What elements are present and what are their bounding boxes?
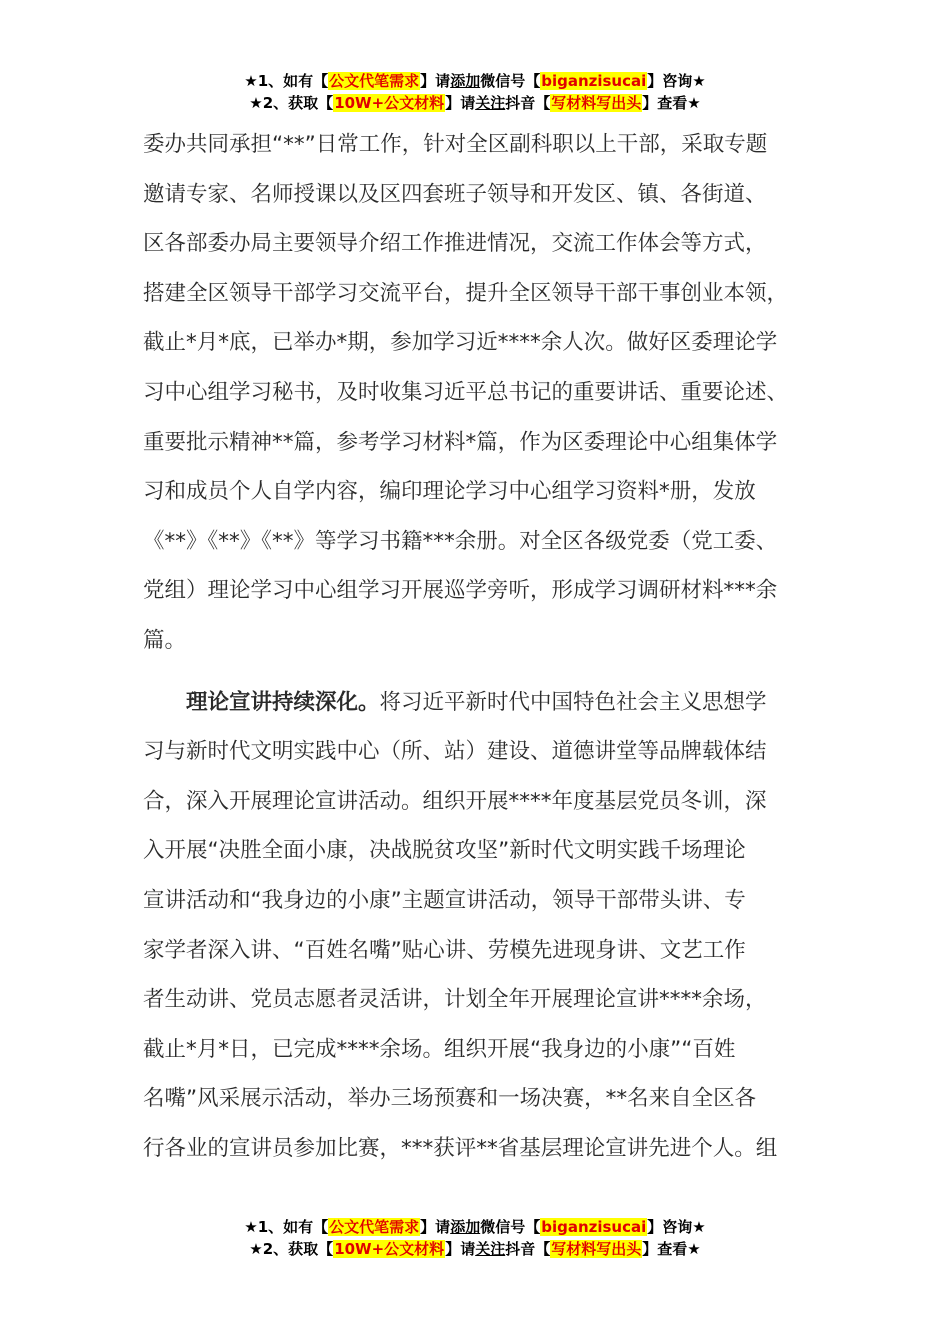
banner-text: 】查看★ bbox=[642, 94, 701, 112]
text-line: 党组）理论学习中心组学习开展巡学旁听，形成学习调研材料***余 bbox=[143, 578, 778, 604]
banner-text: 】咨询★ bbox=[647, 72, 706, 90]
banner-underline: 关注 bbox=[475, 1240, 506, 1258]
text-line: 区各部委办局主要领导介绍工作推进情况，交流工作体会等方式， bbox=[143, 231, 767, 257]
banner-line-2 bbox=[0, 1238, 950, 1260]
banner-text: 】查看★ bbox=[642, 1240, 701, 1258]
header-banner bbox=[0, 70, 950, 114]
banner-text: 】请 bbox=[420, 72, 451, 90]
text-line: 搭建全区领导干部学习交流平台，提升全区领导干部干事创业本领， bbox=[143, 280, 789, 306]
banner-text: 】请 bbox=[445, 94, 476, 112]
banner-text: ★2、获取【 bbox=[249, 1240, 334, 1258]
text-line: 名嘴”风采展示活动，举办三场预赛和一场决赛，**名来自全区各 bbox=[143, 1086, 757, 1112]
text-line: 篇。 bbox=[143, 627, 187, 653]
paragraph-gap bbox=[143, 666, 833, 678]
text-line: 入开展“决胜全面小康，决战脱贫攻坚”新时代文明实践千场理论 bbox=[143, 838, 746, 864]
banner-line-2 bbox=[0, 92, 950, 114]
banner-highlight: 写材料写出头 bbox=[551, 94, 642, 112]
text-line: 家学者深入讲、“百姓名嘴”贴心讲、劳模先进现身讲、文艺工作 bbox=[143, 937, 746, 963]
banner-highlight: 10W+公文材料 bbox=[334, 94, 445, 112]
text-line: 宣讲活动和“我身边的小康”主题宣讲活动，领导干部带头讲、专 bbox=[143, 887, 746, 913]
paragraph-2 bbox=[143, 678, 833, 1174]
banner-highlight: 公文代笔需求 bbox=[329, 72, 420, 90]
banner-text: 抖音【 bbox=[505, 94, 551, 112]
banner-highlight: 写材料写出头 bbox=[551, 1240, 642, 1258]
banner-highlight: 公文代笔需求 bbox=[329, 1218, 420, 1236]
banner-text: ★1、如有【 bbox=[244, 1218, 329, 1236]
paragraph-heading: 理论宣讲持续深化。 bbox=[186, 689, 380, 715]
paragraph-text: 将习近平新时代中国特色社会主义思想学 bbox=[379, 689, 767, 715]
footer-banner bbox=[0, 1216, 950, 1260]
text-line: 合，深入开展理论宣讲活动。组织开展****年度基层党员冬训，深 bbox=[143, 788, 767, 814]
banner-underline: 添加 bbox=[450, 72, 481, 90]
banner-underline: 关注 bbox=[475, 94, 506, 112]
banner-highlight: 10W+公文材料 bbox=[334, 1240, 445, 1258]
text-line: 截止*月*底，已举办*期，参加学习近****余人次。做好区委理论学 bbox=[143, 330, 778, 356]
banner-text: 】请 bbox=[445, 1240, 476, 1258]
banner-highlight: biganzisucai bbox=[541, 72, 647, 90]
text-line: 截止*月*日，已完成****余场。组织开展“我身边的小康”“百姓 bbox=[143, 1036, 736, 1062]
text-line: 习中心组学习秘书，及时收集习近平总书记的重要讲话、重要论述、 bbox=[143, 379, 789, 405]
banner-highlight: biganzisucai bbox=[541, 1218, 647, 1236]
banner-text: ★2、获取【 bbox=[249, 94, 334, 112]
text-line: 习和成员个人自学内容，编印理论学习中心组学习资料*册，发放 bbox=[143, 479, 756, 505]
text-line: 习与新时代文明实践中心（所、站）建设、道德讲堂等品牌载体结 bbox=[143, 739, 767, 765]
banner-underline: 添加 bbox=[450, 1218, 481, 1236]
banner-text: 微信号【 bbox=[480, 72, 541, 90]
document-body bbox=[143, 120, 833, 1173]
banner-text: 】请 bbox=[420, 1218, 451, 1236]
text-line: 邀请专家、名师授课以及区四套班子领导和开发区、镇、各街道、 bbox=[143, 181, 767, 207]
text-line: 重要批示精神**篇，参考学习材料*篇，作为区委理论中心组集体学 bbox=[143, 429, 778, 455]
banner-text: 微信号【 bbox=[480, 1218, 541, 1236]
text-line: 行各业的宣讲员参加比赛，***获评**省基层理论宣讲先进个人。组 bbox=[143, 1135, 778, 1161]
text-line: 委办共同承担“**”日常工作，针对全区副科职以上干部，采取专题 bbox=[143, 132, 768, 157]
paragraph-1 bbox=[143, 120, 833, 666]
banner-text: 抖音【 bbox=[505, 1240, 551, 1258]
banner-line-1 bbox=[0, 70, 950, 92]
text-line: 者生动讲、党员志愿者灵活讲，计划全年开展理论宣讲****余场， bbox=[143, 987, 767, 1013]
text-line: 《**》《**》《**》等学习书籍***余册。对全区各级党委（党工委、 bbox=[143, 528, 778, 554]
banner-line-1 bbox=[0, 1216, 950, 1238]
banner-text: 】咨询★ bbox=[647, 1218, 706, 1236]
text-line-first bbox=[143, 678, 833, 728]
banner-text: ★1、如有【 bbox=[244, 72, 329, 90]
